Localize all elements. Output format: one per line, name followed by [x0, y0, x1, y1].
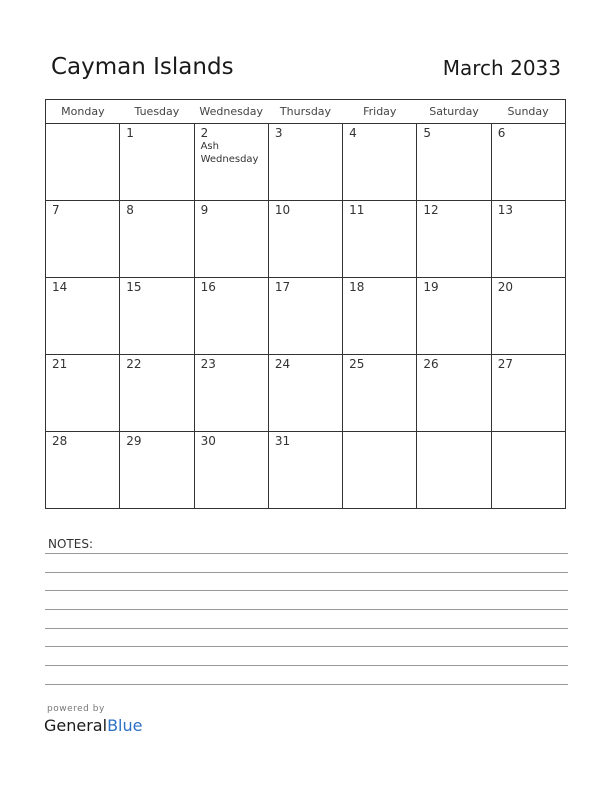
day-cell: [343, 201, 417, 278]
day-cell: [194, 432, 268, 509]
day-cell: [120, 201, 194, 278]
day-number: 25: [349, 357, 365, 371]
day-cell: [194, 278, 268, 355]
day-cell: [120, 355, 194, 432]
day-number: 27: [497, 357, 513, 371]
day-number: 22: [126, 357, 142, 371]
country-title: Cayman Islands: [51, 54, 234, 80]
day-number: 24: [274, 357, 291, 371]
day-number: 19: [423, 280, 439, 294]
brand-name-part2: Blue: [107, 716, 143, 735]
notes-line: [45, 628, 568, 629]
day-number: 7: [52, 203, 60, 217]
notes-line: [45, 665, 568, 666]
day-cell: [491, 278, 565, 355]
day-number: 23: [200, 357, 216, 371]
weekday-sunday: Sunday: [491, 100, 565, 124]
day-cell: [268, 278, 342, 355]
notes-line: [45, 553, 568, 554]
day-cell: [491, 124, 565, 201]
weekday-monday: Monday: [46, 100, 120, 124]
day-cell: [120, 124, 194, 201]
day-cell: [268, 201, 342, 278]
weekday-tuesday: Tuesday: [120, 100, 194, 124]
notes-line: [45, 609, 568, 610]
notes-line: [45, 590, 568, 591]
day-number: 11: [349, 203, 365, 217]
day-number: 9: [200, 203, 209, 217]
holiday-label: Ash Wednesday: [200, 141, 259, 165]
week-row-2: [46, 201, 566, 278]
day-cell: [491, 432, 565, 509]
day-number: 31: [274, 434, 291, 448]
notes-line: [45, 572, 568, 573]
notes-label: NOTES:: [48, 537, 93, 551]
powered-by-label: powered by: [47, 704, 105, 714]
day-cell: [194, 355, 268, 432]
week-row-3: [46, 278, 566, 355]
day-number: 21: [52, 357, 68, 371]
day-number: 20: [497, 280, 513, 294]
day-cell: [268, 355, 342, 432]
day-cell: [343, 278, 417, 355]
day-number: 13: [497, 203, 513, 217]
day-cell: [417, 278, 491, 355]
notes-line: [45, 684, 568, 685]
day-cell: [120, 432, 194, 509]
day-cell: [343, 124, 417, 201]
weekday-header-row: [46, 100, 566, 124]
day-number: 6: [497, 126, 506, 140]
day-number: 17: [274, 280, 291, 294]
weekday-wednesday: Wednesday: [194, 100, 268, 124]
week-row-5: [46, 432, 566, 509]
day-cell: [417, 124, 491, 201]
day-cell: [194, 124, 268, 201]
day-cell: [46, 201, 120, 278]
day-cell: [417, 355, 491, 432]
day-number: 2: [200, 126, 209, 140]
day-number: 14: [52, 280, 68, 294]
day-cell: [46, 278, 120, 355]
day-cell: [343, 432, 417, 509]
day-number: 3: [274, 126, 283, 140]
day-number: 30: [200, 434, 216, 448]
day-cell: [417, 432, 491, 509]
weekday-thursday: Thursday: [268, 100, 342, 124]
day-cell: [194, 201, 268, 278]
day-number: 4: [349, 126, 357, 140]
day-cell: [417, 201, 491, 278]
day-cell: [268, 124, 342, 201]
day-number: 18: [349, 280, 365, 294]
day-number: 28: [52, 434, 68, 448]
day-cell: [46, 432, 120, 509]
day-number: 29: [126, 434, 142, 448]
week-row-4: [46, 355, 566, 432]
day-number: 1: [126, 126, 134, 140]
day-cell: [46, 355, 120, 432]
week-row-1: [46, 124, 566, 201]
day-number: 15: [126, 280, 142, 294]
day-number: 26: [423, 357, 439, 371]
day-number: 16: [200, 280, 216, 294]
day-number: 12: [423, 203, 439, 217]
day-cell: [268, 432, 342, 509]
day-cell: [120, 278, 194, 355]
brand-logo[interactable]: [44, 716, 142, 735]
weekday-friday: Friday: [343, 100, 417, 124]
day-number: 8: [126, 203, 134, 217]
brand-name-part1: General: [44, 716, 108, 735]
day-cell: [343, 355, 417, 432]
notes-line: [45, 646, 568, 647]
day-cell: [491, 355, 565, 432]
weekday-saturday: Saturday: [417, 100, 491, 124]
day-number: 5: [423, 126, 432, 140]
day-cell: [491, 201, 565, 278]
day-cell: [46, 124, 120, 201]
calendar-grid: [45, 99, 566, 509]
day-number: 10: [274, 203, 291, 217]
month-title: March 2033: [442, 56, 561, 80]
